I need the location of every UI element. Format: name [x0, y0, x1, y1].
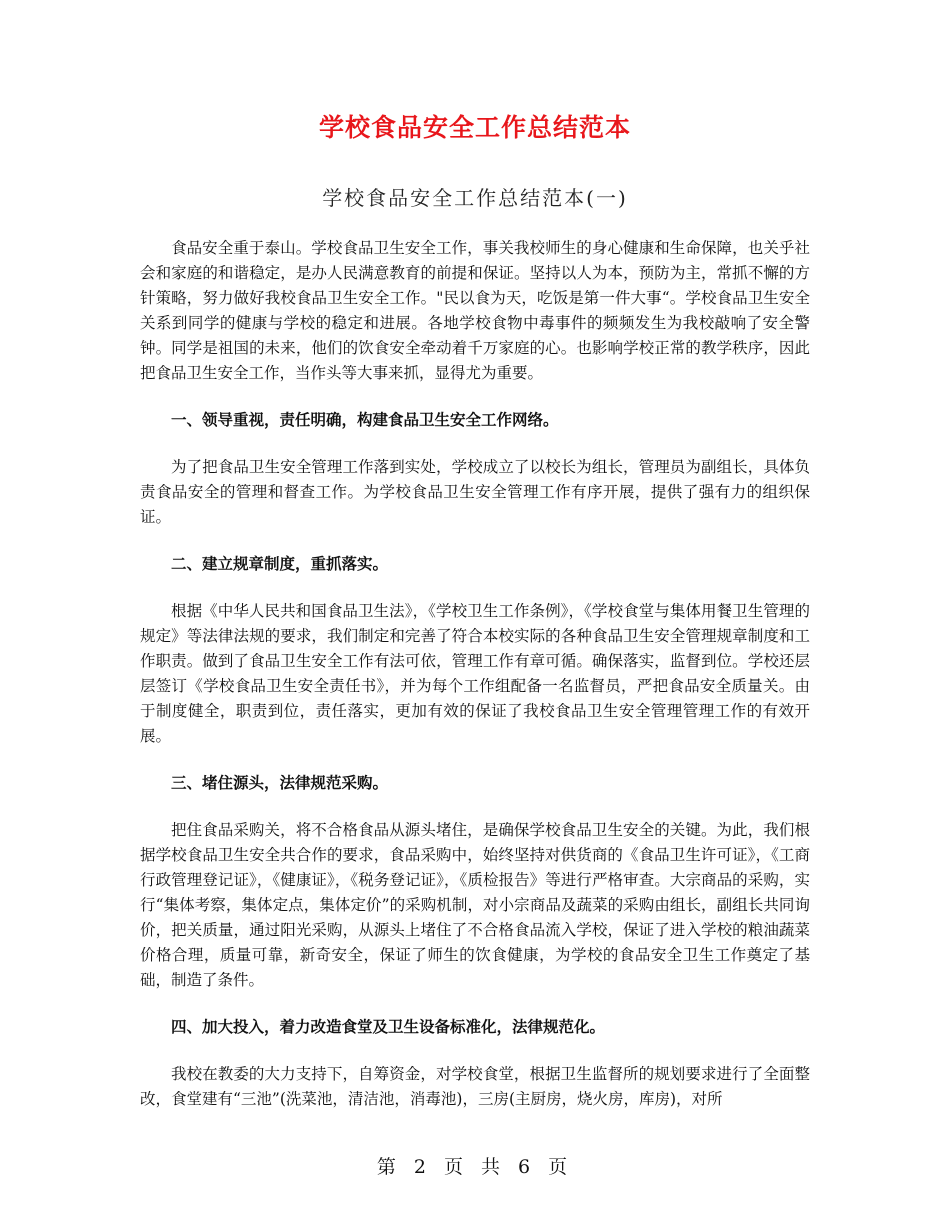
- paragraph-section-4: 我校在教委的大力支持下，自筹资金，对学校食堂，根据卫生监督所的规划要求进行了全面整改，食堂建有“三池”(洗菜池，清洁池，消毒池)，三房(主厨房，烧火房，库房)，对所: [140, 1065, 810, 1108]
- document-subtitle: 学校食品安全工作总结范本(一): [322, 186, 628, 210]
- document-title: 学校食品安全工作总结范本: [318, 113, 631, 142]
- paragraph-intro: 食品安全重于泰山。学校食品卫生安全工作，事关我校师生的身心健康和生命保障，也关乎社会和家庭的和谐稳定，是办人民满意教育的前提和保证。坚持以人为本，预防为主，常抓不懈的方针策略，努力做好我校食品卫生安全工作。"民以食为天，吃饭是第一件大事“。学校食品卫生安全关系到同学的健康与学校的稳定和进展。各地学校食物中毒事件的频频发生为我校敲响了安全警钟。同学是祖国的未来，他们的饮食安全牵动着千万家庭的心。也影响学校正常的教学秩序，因此把食品卫生安全工作，当作头等大事来抓，显得尤为重要。: [140, 239, 810, 382]
- paragraph-section-2: 根据《中华人民共和国食品卫生法》，《学校卫生工作条例》，《学校食堂与集体用餐卫生管理的规定》等法律法规的要求，我们制定和完善了符合本校实际的各种食品卫生安全管理规章制度和工作职责。做到了食品卫生安全工作有法可依，管理工作有章可循。确保落实，监督到位。学校还层层签订《学校食品卫生安全责任书》，并为每个工作组配备一名监督员，严把食品安全质量关。由于制度健全，职责到位，责任落实，更加有效的保证了我校食品卫生安全管理管理工作的有效开展。: [140, 602, 810, 745]
- section-heading-2: 二、建立规章制度，重抓落实。: [171, 555, 389, 573]
- page-number-footer: 第 2 页 共 6 页: [376, 1156, 574, 1178]
- paragraph-section-1: 为了把食品卫生安全管理工作落到实处，学校成立了以校长为组长，管理员为副组长，具体负责食品安全的管理和督查工作。为学校食品卫生安全管理工作有序开展，提供了强有力的组织保证。: [140, 458, 810, 526]
- section-heading-4: 四、加大投入，着力改造食堂及卫生设备标准化，法律规范化。: [171, 1018, 606, 1036]
- document-body: [140, 236, 810, 1112]
- section-heading-3: 三、堵住源头，法律规范采购。: [171, 774, 389, 792]
- paragraph-section-3: 把住食品采购关，将不合格食品从源头堵住，是确保学校食品卫生安全的关键。为此，我们根据学校食品卫生安全共合作的要求，食品采购中，始终坚持对供货商的《食品卫生许可证》，《工商行政管理登记证》，《健康证》，《税务登记证》，《质检报告》等进行严格审查。大宗商品的采购，实行“集体考察，集体定点，集体定价”的采购机制，对小宗商品及蔬菜的采购由组长，副组长共同询价，把关质量，通过阳光采购，从源头上堵住了不合格食品流入学校，保证了进入学校的粮油蔬菜价格合理，质量可靠，新奇安全，保证了师生的饮食健康，为学校的食品安全卫生工作奠定了基础，制造了条件。: [140, 821, 810, 989]
- section-heading-1: 一、领导重视，责任明确，构建食品卫生安全工作网络。: [171, 411, 559, 429]
